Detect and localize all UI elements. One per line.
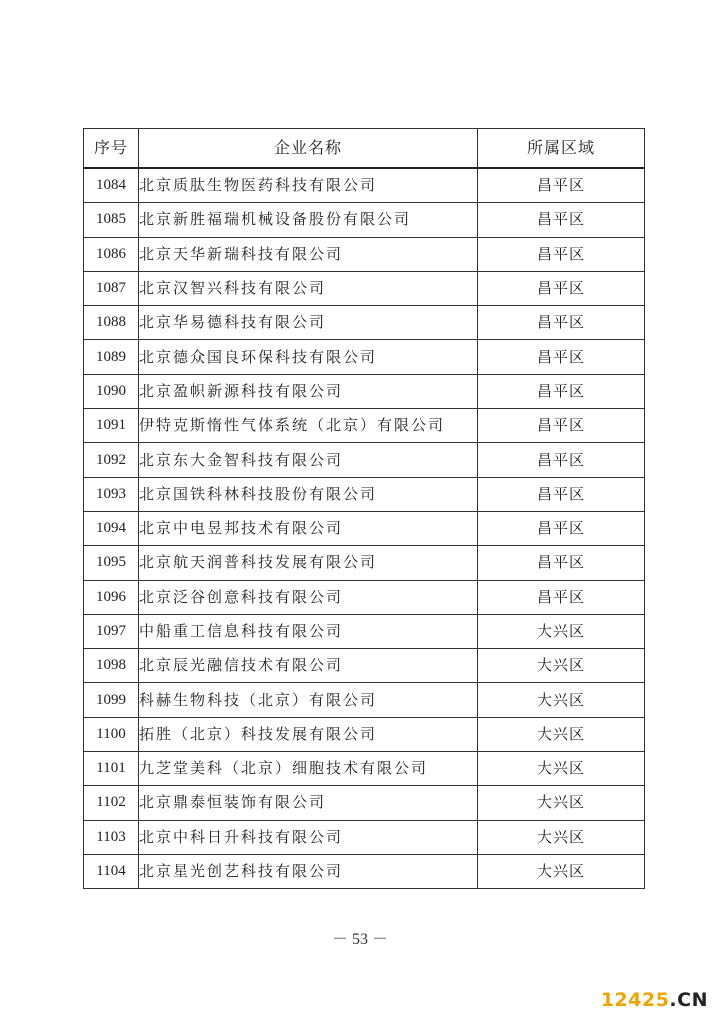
- company-name-cell: 北京国铁科林科技股份有限公司: [139, 477, 478, 511]
- table-row: [84, 649, 645, 683]
- company-name-cell: 北京中科日升科技有限公司: [139, 820, 478, 854]
- row-number-cell: 1084: [84, 168, 139, 203]
- table-row: [84, 752, 645, 786]
- table-row: [84, 306, 645, 340]
- table-row: [84, 340, 645, 374]
- watermark-logo: [601, 989, 708, 1011]
- row-number-cell: 1089: [84, 340, 139, 374]
- table-row: [84, 511, 645, 545]
- table-row: [84, 786, 645, 820]
- row-number-cell: 1097: [84, 614, 139, 648]
- district-cell: 大兴区: [478, 649, 645, 683]
- district-cell: 昌平区: [478, 477, 645, 511]
- company-name-cell: 北京泛谷创意科技有限公司: [139, 580, 478, 614]
- row-number-cell: 1087: [84, 271, 139, 305]
- company-name-cell: 北京鼎泰恒装饰有限公司: [139, 786, 478, 820]
- district-cell: 大兴区: [478, 752, 645, 786]
- company-name-cell: 九芝堂美科（北京）细胞技术有限公司: [139, 752, 478, 786]
- table-body: [84, 168, 645, 889]
- row-number-cell: 1088: [84, 306, 139, 340]
- district-cell: 昌平区: [478, 511, 645, 545]
- table-row: [84, 168, 645, 203]
- district-cell: 大兴区: [478, 854, 645, 888]
- table-header: [84, 129, 645, 169]
- district-cell: 昌平区: [478, 306, 645, 340]
- table-row: [84, 271, 645, 305]
- district-cell: 大兴区: [478, 786, 645, 820]
- district-cell: 大兴区: [478, 717, 645, 751]
- table-row: [84, 854, 645, 888]
- district-cell: 大兴区: [478, 820, 645, 854]
- district-cell: 昌平区: [478, 203, 645, 237]
- header-name: 企业名称: [139, 129, 478, 169]
- row-number-cell: 1086: [84, 237, 139, 271]
- company-name-cell: 北京辰光融信技术有限公司: [139, 649, 478, 683]
- watermark-digits: 12425: [600, 989, 670, 1011]
- row-number-cell: 1091: [84, 409, 139, 443]
- table-row: [84, 409, 645, 443]
- table-row: [84, 374, 645, 408]
- district-cell: 昌平区: [478, 374, 645, 408]
- row-number-cell: 1103: [84, 820, 139, 854]
- district-cell: 昌平区: [478, 168, 645, 203]
- enterprise-table: [83, 128, 645, 889]
- header-no: 序号: [84, 129, 139, 169]
- row-number-cell: 1104: [84, 854, 139, 888]
- company-name-cell: 北京华易德科技有限公司: [139, 306, 478, 340]
- district-cell: 昌平区: [478, 546, 645, 580]
- header-row: [84, 129, 645, 169]
- table-row: [84, 717, 645, 751]
- row-number-cell: 1099: [84, 683, 139, 717]
- table-row: [84, 614, 645, 648]
- company-name-cell: 拓胜（北京）科技发展有限公司: [139, 717, 478, 751]
- row-number-cell: 1085: [84, 203, 139, 237]
- district-cell: 昌平区: [478, 580, 645, 614]
- table-row: [84, 683, 645, 717]
- row-number-cell: 1092: [84, 443, 139, 477]
- table-row: [84, 546, 645, 580]
- company-name-cell: 北京航天润普科技发展有限公司: [139, 546, 478, 580]
- row-number-cell: 1090: [84, 374, 139, 408]
- company-name-cell: 北京中电昱邦技术有限公司: [139, 511, 478, 545]
- table-row: [84, 477, 645, 511]
- district-cell: 昌平区: [478, 271, 645, 305]
- table-row: [84, 203, 645, 237]
- header-area: 所属区域: [478, 129, 645, 169]
- table-row: [84, 443, 645, 477]
- district-cell: 昌平区: [478, 340, 645, 374]
- company-name-cell: 北京德众国良环保科技有限公司: [139, 340, 478, 374]
- row-number-cell: 1102: [84, 786, 139, 820]
- table-row: [84, 237, 645, 271]
- company-name-cell: 北京星光创艺科技有限公司: [139, 854, 478, 888]
- company-name-cell: 中船重工信息科技有限公司: [139, 614, 478, 648]
- company-name-cell: 科赫生物科技（北京）有限公司: [139, 683, 478, 717]
- table-row: [84, 820, 645, 854]
- page-number: － 53 －: [331, 931, 388, 948]
- row-number-cell: 1100: [84, 717, 139, 751]
- company-name-cell: 北京质肽生物医药科技有限公司: [139, 168, 478, 203]
- row-number-cell: 1094: [84, 511, 139, 545]
- row-number-cell: 1101: [84, 752, 139, 786]
- row-number-cell: 1096: [84, 580, 139, 614]
- table-row: [84, 580, 645, 614]
- company-name-cell: 伊特克斯惰性气体系统（北京）有限公司: [139, 409, 478, 443]
- company-name-cell: 北京汉智兴科技有限公司: [139, 271, 478, 305]
- company-name-cell: 北京东大金智科技有限公司: [139, 443, 478, 477]
- company-name-cell: 北京天华新瑞科技有限公司: [139, 237, 478, 271]
- watermark-tld: .CN: [669, 989, 708, 1011]
- district-cell: 昌平区: [478, 443, 645, 477]
- company-name-cell: 北京盈帜新源科技有限公司: [139, 374, 478, 408]
- row-number-cell: 1095: [84, 546, 139, 580]
- row-number-cell: 1093: [84, 477, 139, 511]
- district-cell: 大兴区: [478, 614, 645, 648]
- company-name-cell: 北京新胜福瑞机械设备股份有限公司: [139, 203, 478, 237]
- district-cell: 昌平区: [478, 237, 645, 271]
- row-number-cell: 1098: [84, 649, 139, 683]
- district-cell: 昌平区: [478, 409, 645, 443]
- district-cell: 大兴区: [478, 683, 645, 717]
